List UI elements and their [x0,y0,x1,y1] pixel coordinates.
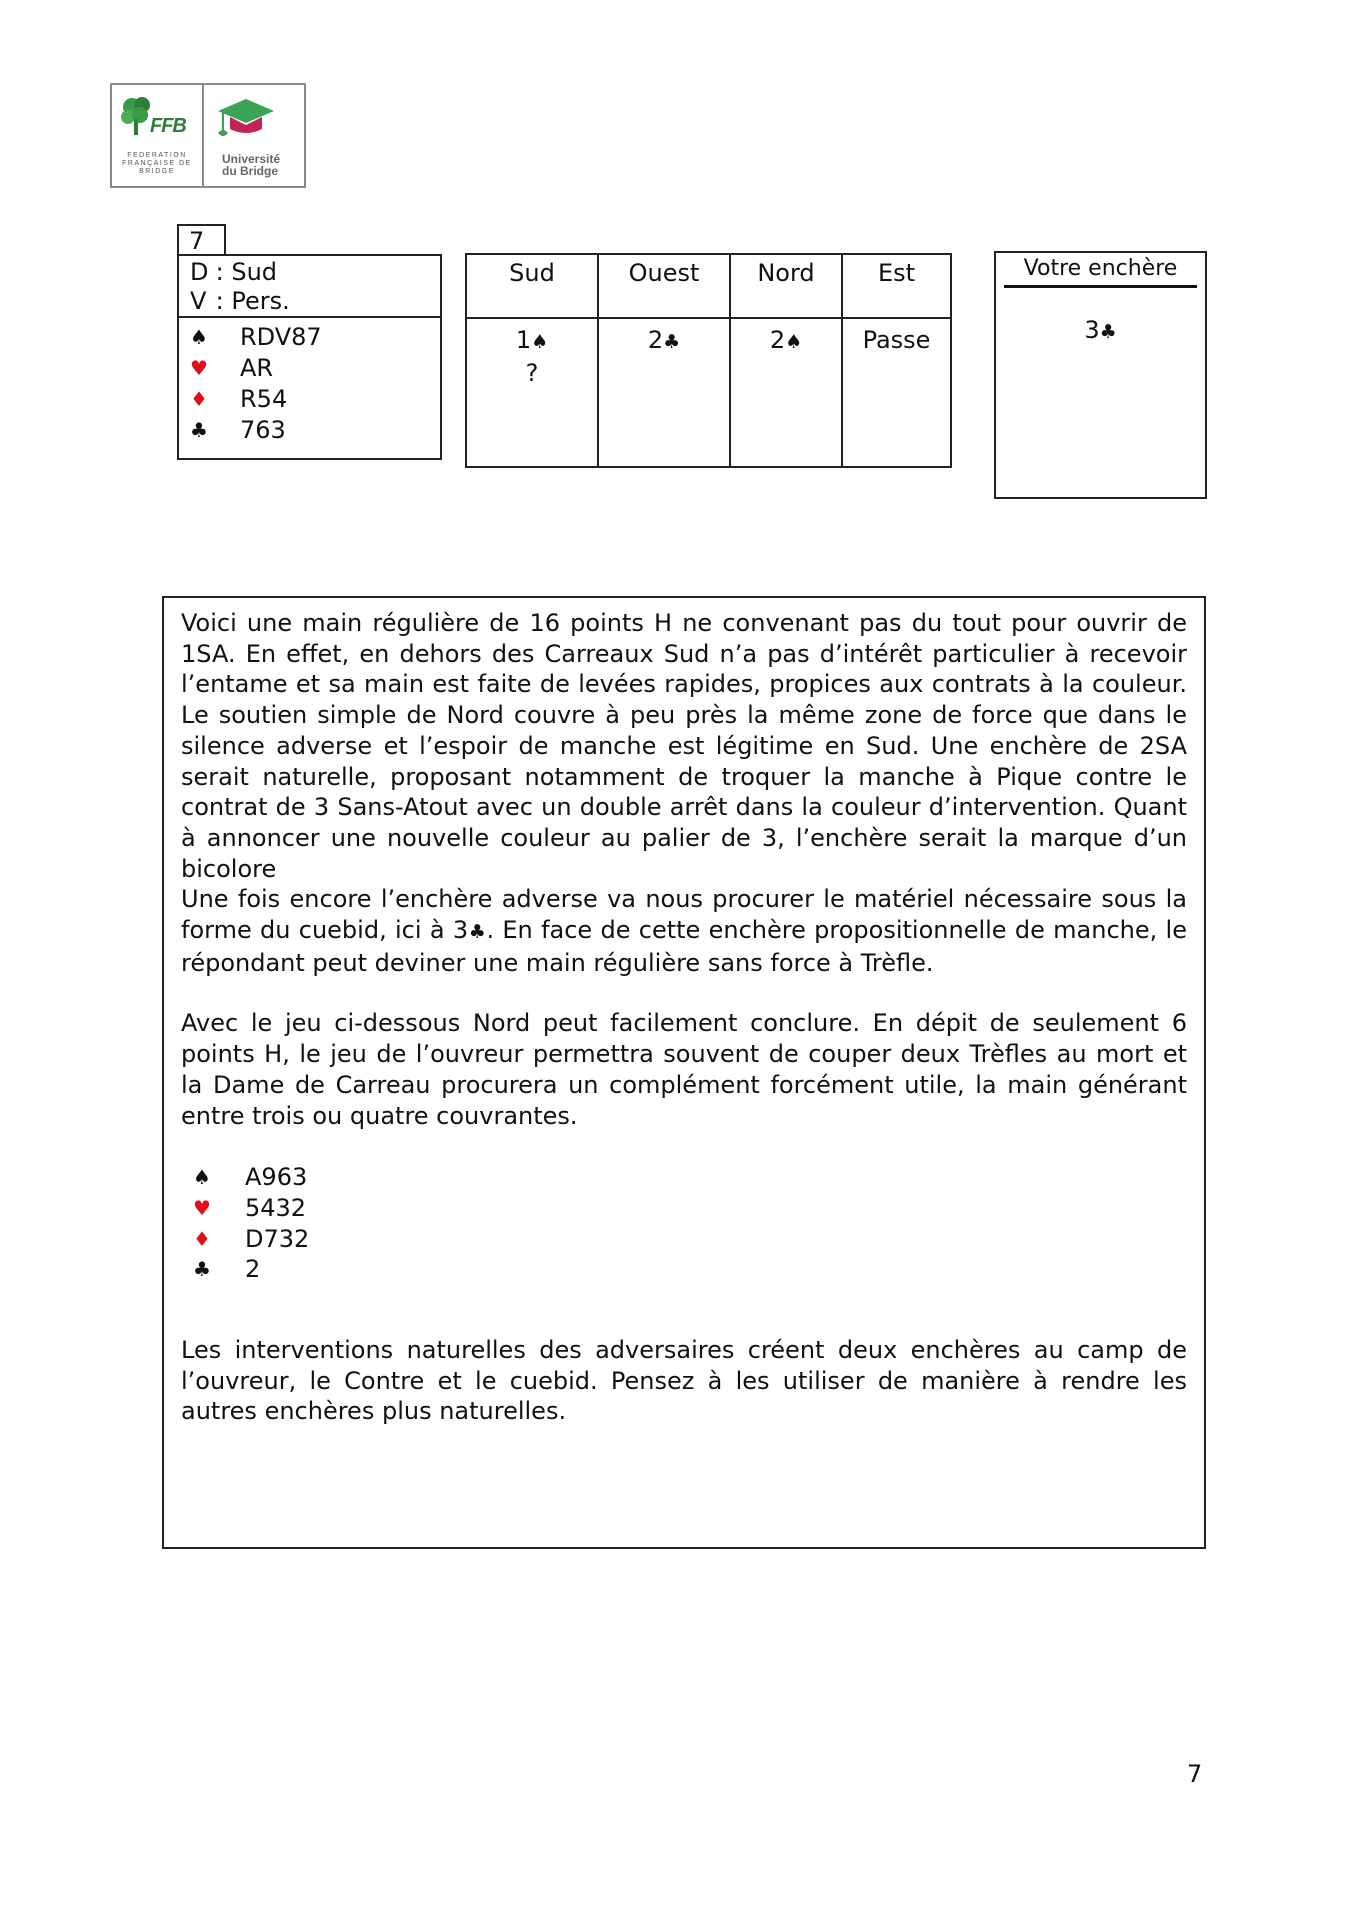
cell-nord [730,318,842,467]
spades-icon: ♠ [193,1165,211,1190]
north-hearts-cards: 5432 [245,1193,307,1222]
page-number: 7 [1187,1760,1203,1788]
bidding-body-row [466,318,951,467]
ffb-logo [112,85,204,186]
board-number: 7 [177,224,226,255]
clubs-icon: ♣ [663,331,681,353]
dealer-row: D : Sud [190,258,278,286]
votre-enchere-title: Votre enchère [1004,255,1197,288]
votre-enchere-box [994,251,1207,499]
diamonds-icon: ♦ [190,387,208,411]
comment-paragraph-4: Les interventions naturelles des adversaires créent deux enchères au camp de l’ouvreur, le Contre et le cuebid. Pensez à les utiliser de manière à rendre les autres enchères plus naturelles. [181,1336,1187,1426]
north-hand [181,1162,1187,1285]
ouest-bid-level: 2 [647,326,664,354]
dealer-label: D [190,258,209,286]
hearts-cards: AR [240,354,274,382]
clubs-icon: ♣ [193,1257,211,1282]
dealer-value: Sud [231,258,278,286]
north-row-diamonds [193,1224,1187,1255]
sud-next-bid: ? [525,359,539,387]
cell-ouest [598,318,730,467]
ffb-text: FFB [150,115,186,137]
diamonds-icon: ♦ [193,1226,211,1251]
logo [110,83,306,188]
hearts-icon: ♥ [193,1195,211,1220]
mortarboard-icon [216,95,276,145]
diamonds-cards: R54 [240,385,288,413]
nord-bid-level: 2 [769,326,786,354]
universite-text [222,153,280,177]
universite-logo [204,85,304,186]
comment-box [162,596,1206,1549]
hand-row-diamonds [190,384,440,415]
federation-text: FEDERATION FRANÇAISE DE BRIDGE [122,152,192,175]
hand-row-spades [190,322,440,353]
hand-row-hearts [190,353,440,384]
clubs-icon: ♣ [190,418,208,442]
vuln-row: V : Pers. [190,287,290,315]
universite-line1: Université [222,152,281,166]
clubs-icon: ♣ [1099,321,1117,343]
north-row-clubs [193,1254,1187,1285]
deal-header [179,256,440,318]
votre-enchere-bid [996,316,1205,344]
north-row-spades [193,1162,1187,1193]
comment-paragraph-2 [181,884,1187,978]
p2-after: . En face de cette enchère propositionnelle de manche, le répondant peut deviner une main régulière sans force à Trèfle. [181,916,1187,977]
p2-before: Une fois encore l’enchère adverse va nous procurer le matériel nécessaire sous la forme du cuebid, ici à 3 [181,885,1187,945]
comment-paragraph-1: Voici une main régulière de 16 points H ne convenant pas du tout pour ouvrir de 1SA. En effet, en dehors des Carreaux Sud n’a pas d’intérêt particulier à recevoir l’entame et sa main est faite de levées rapides, propices aux contrats à la couleur. Le soutien simple de Nord couvre à peu près la même zone de force que dans le silence adverse et l’espoir de manche est légitime en Sud. Une enchère de 2SA serait naturelle, proposant notamment de troquer la manche à Pique contre le contrat de 3 Sans-Atout avec un double arrêt dans la couleur d’intervention. Quant à annoncer une nouvelle couleur au palier de 3, l’enchère serait la marque d’un bicolore [181,609,1187,883]
north-spades-cards: A963 [245,1163,308,1192]
bidding-table [465,253,952,468]
vuln-value: Pers. [231,287,290,315]
hearts-icon: ♥ [190,356,208,380]
cell-est: Passe [842,318,951,467]
comment-paragraph-3: Avec le jeu ci-dessous Nord peut facilement conclure. En dépit de seulement 6 points H, le jeu de l’ouvreur permettra souvent de couper deux Trèfles au mort et la Dame de Carreau procurera un complément forcément utile, la main générant entre trois ou quatre couvrantes. [181,1009,1187,1130]
cell-sud [466,318,598,467]
header-ouest: Ouest [598,254,730,318]
sud-bid [467,325,597,358]
north-clubs-cards: 2 [245,1255,261,1284]
spades-icon: ♠ [785,331,803,353]
sud-bid-level: 1 [515,326,532,354]
clubs-cards: 763 [240,416,286,444]
spades-cards: RDV87 [240,323,322,351]
votre-bid-level: 3 [1084,316,1100,344]
south-hand [179,318,440,446]
spades-icon: ♠ [531,331,549,353]
header-est: Est [842,254,951,318]
vuln-label: V [190,287,207,315]
deal-box [177,254,442,460]
north-diamonds-cards: D732 [245,1224,310,1253]
header-nord: Nord [730,254,842,318]
hand-row-clubs [190,415,440,446]
spades-icon: ♠ [190,325,208,349]
header-sud: Sud [466,254,598,318]
universite-line2: du Bridge [222,164,278,178]
clubs-icon: ♣ [468,921,487,944]
bidding-header-row [466,254,951,318]
north-row-hearts [193,1193,1187,1224]
